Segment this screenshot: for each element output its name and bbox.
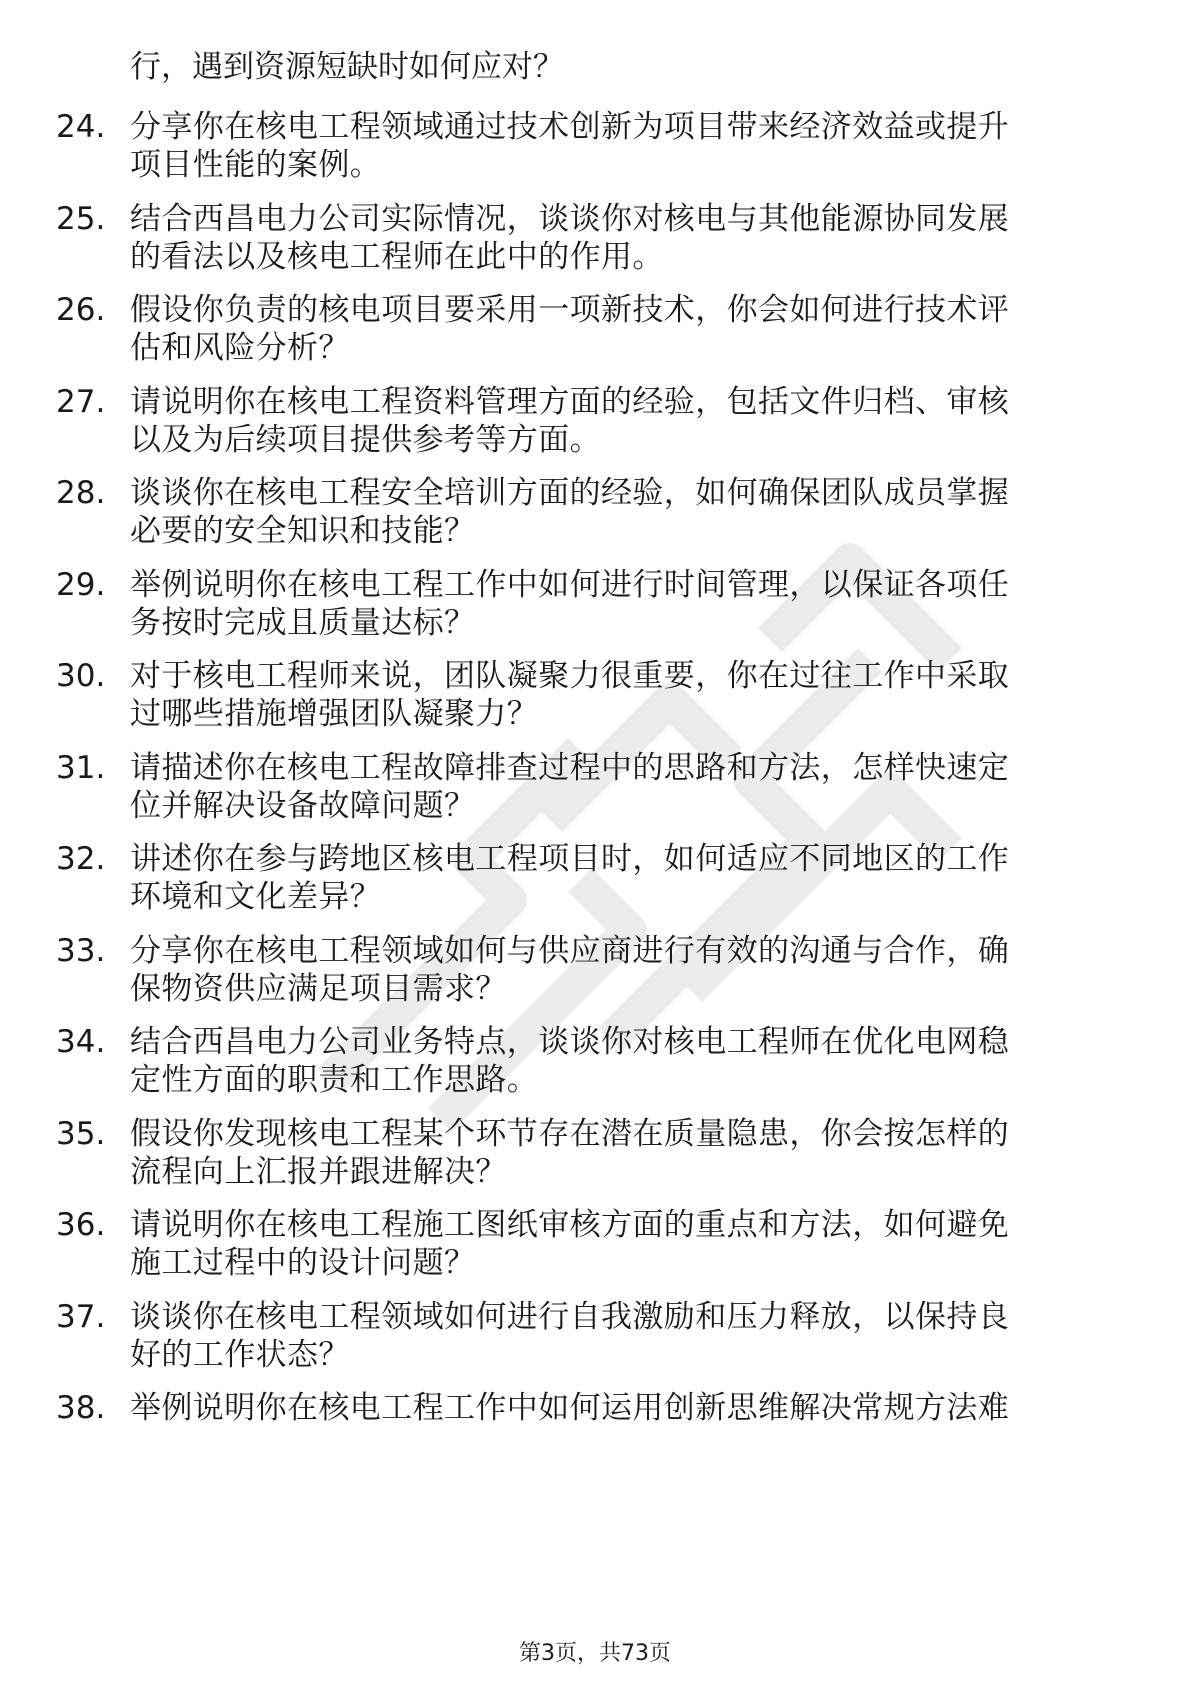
question-text (130, 1206, 1140, 1282)
question-text (130, 749, 1140, 825)
question-number: 26. (56, 292, 106, 328)
question-text (130, 200, 1140, 276)
question-text-line: 好的工作状态？ (130, 1337, 350, 1373)
question-text-line: 过哪些措施增强团队凝聚力？ (130, 696, 539, 732)
question-text-line: 分享你在核电工程领域通过技术创新为项目带来经济效益或提升 (130, 109, 1010, 145)
question-text-line: 流程向上汇报并跟进解决？ (130, 1154, 507, 1190)
question-text-line: 对于核电工程师来说，团队凝聚力很重要，你在过往工作中采取 (130, 658, 1010, 694)
question-number: 37. (56, 1299, 106, 1335)
question-text-line: 项目性能的案例。 (130, 147, 382, 183)
question-text-line: 以及为后续项目提供参考等方面。 (130, 422, 601, 458)
question-text-line: 必要的安全知识和技能？ (130, 513, 476, 549)
question-text-line: 假设你负责的核电项目要采用一项新技术，你会如何进行技术评 (130, 292, 1010, 328)
question-text-line: 讲述你在参与跨地区核电工程项目时，如何适应不同地区的工作 (130, 841, 1010, 877)
question-number: 27. (56, 384, 106, 420)
question-text-line: 请说明你在核电工程资料管理方面的经验，包括文件归档、审核 (130, 384, 1010, 420)
question-number: 28. (56, 475, 106, 511)
question-text-line: 保物资供应满足项目需求？ (130, 971, 507, 1007)
question-text (130, 383, 1140, 459)
question-text (130, 291, 1140, 367)
question-text-line: 举例说明你在核电工程工作中如何运用创新思维解决常规方法难 (130, 1390, 1010, 1426)
page-footer: 第3页，共73页 (519, 1641, 671, 1666)
question-text-line: 假设你发现核电工程某个环节存在潜在质量隐患，你会按怎样的 (130, 1116, 1010, 1152)
question-number: 32. (56, 841, 106, 877)
question-text (130, 1298, 1140, 1374)
question-text-line: 定性方面的职责和工作思路。 (130, 1062, 539, 1098)
question-text-line: 分享你在核电工程领域如何与供应商进行有效的沟通与合作，确 (130, 933, 1010, 969)
question-text-line: 的看法以及核电工程师在此中的作用。 (130, 239, 664, 275)
question-text-line: 估和风险分析？ (130, 330, 350, 366)
question-text-line: 举例说明你在核电工程工作中如何进行时间管理，以保证各项任 (130, 567, 1010, 603)
question-number: 29. (56, 567, 106, 603)
question-text (130, 474, 1140, 550)
question-text (130, 566, 1140, 642)
question-text (130, 1389, 1140, 1427)
question-text-line: 请说明你在核电工程施工图纸审核方面的重点和方法，如何避免 (130, 1207, 1010, 1243)
question-number: 36. (56, 1207, 106, 1243)
question-text-line: 谈谈你在核电工程安全培训方面的经验，如何确保团队成员掌握 (130, 475, 1010, 511)
question-text (130, 1115, 1140, 1191)
question-text (130, 1023, 1140, 1099)
question-text-line: 谈谈你在核电工程领域如何进行自我激励和压力释放，以保持良 (130, 1299, 1010, 1335)
question-text (130, 932, 1140, 1008)
question-number: 38. (56, 1390, 106, 1426)
question-number: 35. (56, 1116, 106, 1152)
question-number: 34. (56, 1024, 106, 1060)
question-text-line: 结合西昌电力公司实际情况，谈谈你对核电与其他能源协同发展 (130, 201, 1010, 237)
question-text-line: 结合西昌电力公司业务特点，谈谈你对核电工程师在优化电网稳 (130, 1024, 1010, 1060)
question-text-line: 施工过程中的设计问题？ (130, 1245, 476, 1281)
question-number: 24. (56, 109, 106, 145)
question-number: 33. (56, 933, 106, 969)
question-number: 30. (56, 658, 106, 694)
question-text-line: 环境和文化差异？ (130, 879, 382, 915)
question-text-line: 请描述你在核电工程故障排查过程中的思路和方法，怎样快速定 (130, 750, 1010, 786)
question-text-line: 位并解决设备故障问题？ (130, 788, 476, 824)
continuation-line: 行，遇到资源短缺时如何应对？ (130, 49, 564, 85)
question-text (130, 108, 1140, 184)
question-number: 31. (56, 750, 106, 786)
question-number: 25. (56, 201, 106, 237)
question-text (130, 657, 1140, 733)
question-text-line: 务按时完成且质量达标？ (130, 605, 476, 641)
question-text (130, 840, 1140, 916)
